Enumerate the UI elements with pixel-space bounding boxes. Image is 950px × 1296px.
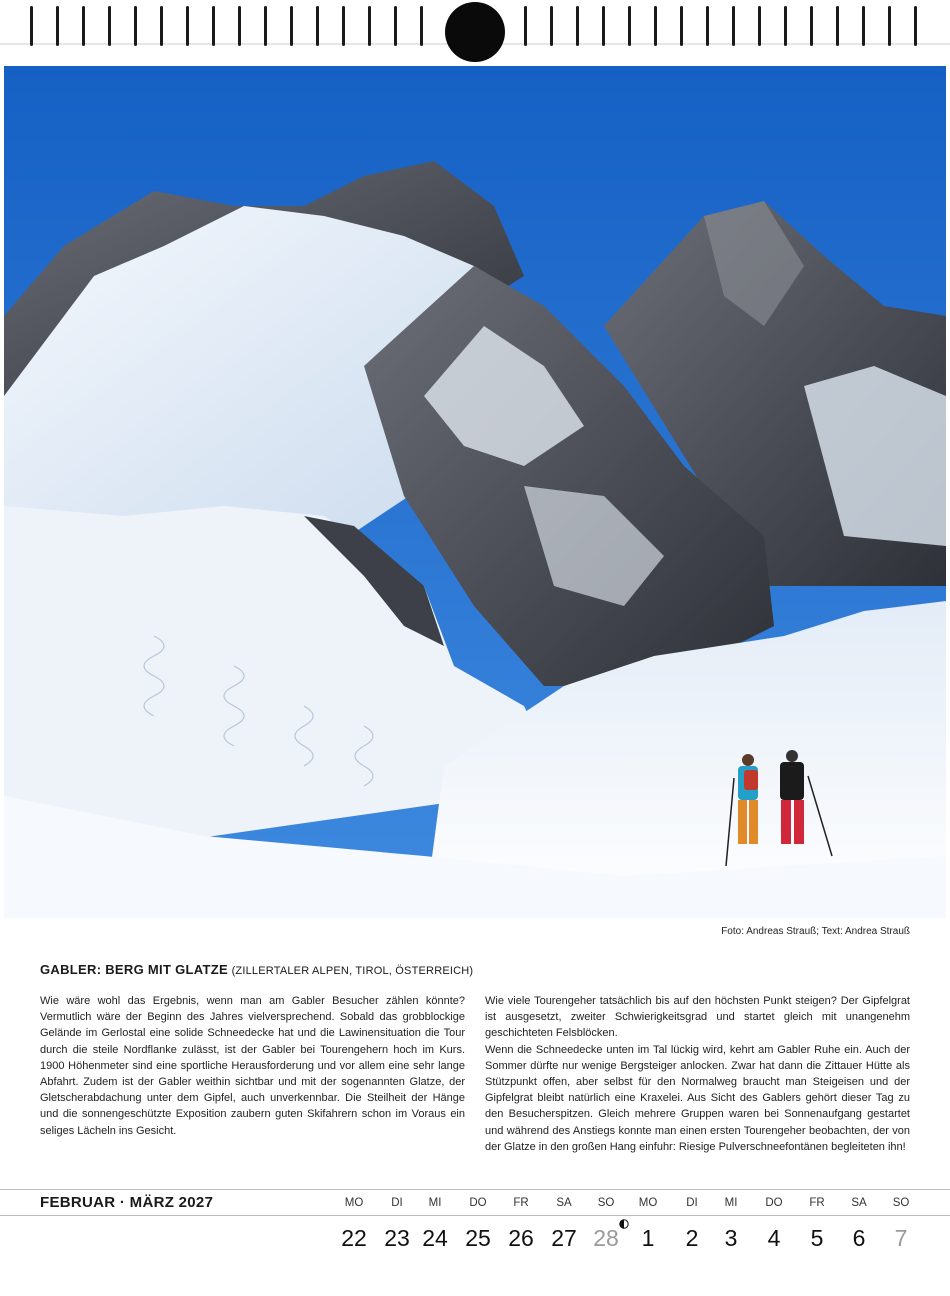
- day-name: DI: [391, 1197, 403, 1209]
- binding-ring: [394, 6, 397, 46]
- calendar-top-rule: [0, 1189, 950, 1190]
- binding-ring: [368, 6, 371, 46]
- day-name: DI: [686, 1197, 698, 1209]
- calendar-divider: [0, 1215, 950, 1216]
- day-number-sunday: 28: [593, 1225, 619, 1251]
- first-quarter-moon-icon: [619, 1219, 629, 1229]
- day-name: SO: [892, 1197, 910, 1209]
- binding-ring: [862, 6, 865, 46]
- day-name: MO: [638, 1197, 658, 1209]
- article-paragraph: Wenn die Schneedecke unten im Tal lückig wird, kehrt am Gabler Ruhe ein. Auch der Sommer dürfte nur wenige Bergsteiger anlocken. Zwar hat dann die Zittauer Hütte als Stützpunkt offen, aber selbst für den Normalweg braucht man Steigeisen und der Gipfelgrat bleibt natürlich eine Kraxelei. Aus Sicht des Gablers gehört dieser Tag zu den Besucherspitzen. Gleich mehrere Gruppen waren bei Sonnenaufgang gestartet und während des Anstiegs konnte man einen ersten Tourengeher beobachten, der von der Glatze in den großen Hang einfuhr: Riesige Pulverschneefontänen begleiteten ihn!: [485, 1043, 910, 1153]
- day-name: SA: [851, 1197, 867, 1209]
- binding-ring: [732, 6, 735, 46]
- article-region: (ZILLERTALER ALPEN, TIROL, ÖSTERREICH): [231, 965, 474, 977]
- day-name: MO: [344, 1197, 364, 1209]
- day-name: FR: [809, 1197, 825, 1209]
- day-number: 1: [641, 1225, 655, 1251]
- binding-ring: [238, 6, 241, 46]
- article-column-left: [40, 993, 465, 1139]
- binding-ring: [654, 6, 657, 46]
- day-number: 24: [422, 1225, 448, 1251]
- day-name: MI: [724, 1197, 738, 1209]
- binding-ring: [914, 6, 917, 46]
- day-number: 26: [508, 1225, 534, 1251]
- day-number: 2: [685, 1225, 699, 1251]
- binding-ring: [550, 6, 553, 46]
- day-name: SA: [556, 1197, 572, 1209]
- binding-ring: [342, 6, 345, 46]
- binding-ring: [706, 6, 709, 46]
- binding-ring: [524, 6, 527, 46]
- binding-ring: [758, 6, 761, 46]
- day-name: DO: [469, 1197, 487, 1209]
- day-number: 3: [724, 1225, 738, 1251]
- binding-ring: [316, 6, 319, 46]
- binding-ring: [784, 6, 787, 46]
- day-number-sunday: 7: [894, 1225, 908, 1251]
- article-column-right: [485, 993, 910, 1155]
- binding-ring: [810, 6, 813, 46]
- day-number: 5: [810, 1225, 824, 1251]
- binding-ring: [108, 6, 111, 46]
- binding-ring: [836, 6, 839, 46]
- binding-ring: [82, 6, 85, 46]
- photo-credit: Foto: Andreas Strauß; Text: Andrea Strauß: [721, 926, 910, 937]
- calendar-month-label: FEBRUAR · MÄRZ 2027: [40, 1194, 214, 1211]
- day-name: FR: [513, 1197, 529, 1209]
- day-number: 27: [551, 1225, 577, 1251]
- article-title: GABLER: BERG MIT GLATZE: [40, 962, 228, 977]
- binding-ring: [186, 6, 189, 46]
- binding-ring: [290, 6, 293, 46]
- binding-ring: [420, 6, 423, 46]
- day-number: 22: [341, 1225, 367, 1251]
- article-paragraph: Wie wäre wohl das Ergebnis, wenn man am Gabler Besucher zählen könnte? Vermutlich wäre der Beginn des Jahres vielversprechend. Sobald das grobblockige Gelände im Gerlostal eine solide Schneedecke hat und die Lawinensituation die Tour durch die steile Nordflanke zulässt, ist der Gabler bei Tourengehern hoch im Kurs. 1900 Höhenmeter sind eine sportliche Herausforderung und vor allem eine sehr lange Abfahrt. Zudem ist der Gabler weithin sichtbar und mit der sogenannten Glatze, der Gletscherabdachung unter dem Gipfel, auch unverkennbar. Die Steilheit der Hänge und die sonnengeschützte Exposition zaubern guten Skifahrern schon im Voraus ein seliges Lächeln ins Gesicht.: [40, 995, 465, 1137]
- spiral-binding: [0, 0, 950, 66]
- day-name: MI: [428, 1197, 442, 1209]
- binding-ring: [56, 6, 59, 46]
- binding-ring: [602, 6, 605, 46]
- mountain-photo: [4, 66, 946, 918]
- day-name: DO: [765, 1197, 783, 1209]
- day-number: 25: [465, 1225, 491, 1251]
- day-name: SO: [597, 1197, 615, 1209]
- binding-ring: [264, 6, 267, 46]
- day-number: 23: [384, 1225, 410, 1251]
- binding-ring: [134, 6, 137, 46]
- binding-ring: [30, 6, 33, 46]
- day-number: 4: [767, 1225, 781, 1251]
- binding-ring: [680, 6, 683, 46]
- binding-ring: [212, 6, 215, 46]
- binding-ring: [160, 6, 163, 46]
- binding-ring: [576, 6, 579, 46]
- article-headline: [40, 962, 473, 977]
- binding-ring: [628, 6, 631, 46]
- day-number: 6: [852, 1225, 866, 1251]
- binding-ring: [888, 6, 891, 46]
- article-paragraph: Wie viele Tourengeher tatsächlich bis auf den höchsten Punkt steigen? Der Gipfelgrat ist ausgesetzt, zweiter Schwierigkeitsgrad und startet gleich mit unangenehm geschichteten Felsblöcken.: [485, 995, 910, 1040]
- hanger-hole: [445, 2, 505, 62]
- mountain-photo-illustration: [4, 66, 946, 918]
